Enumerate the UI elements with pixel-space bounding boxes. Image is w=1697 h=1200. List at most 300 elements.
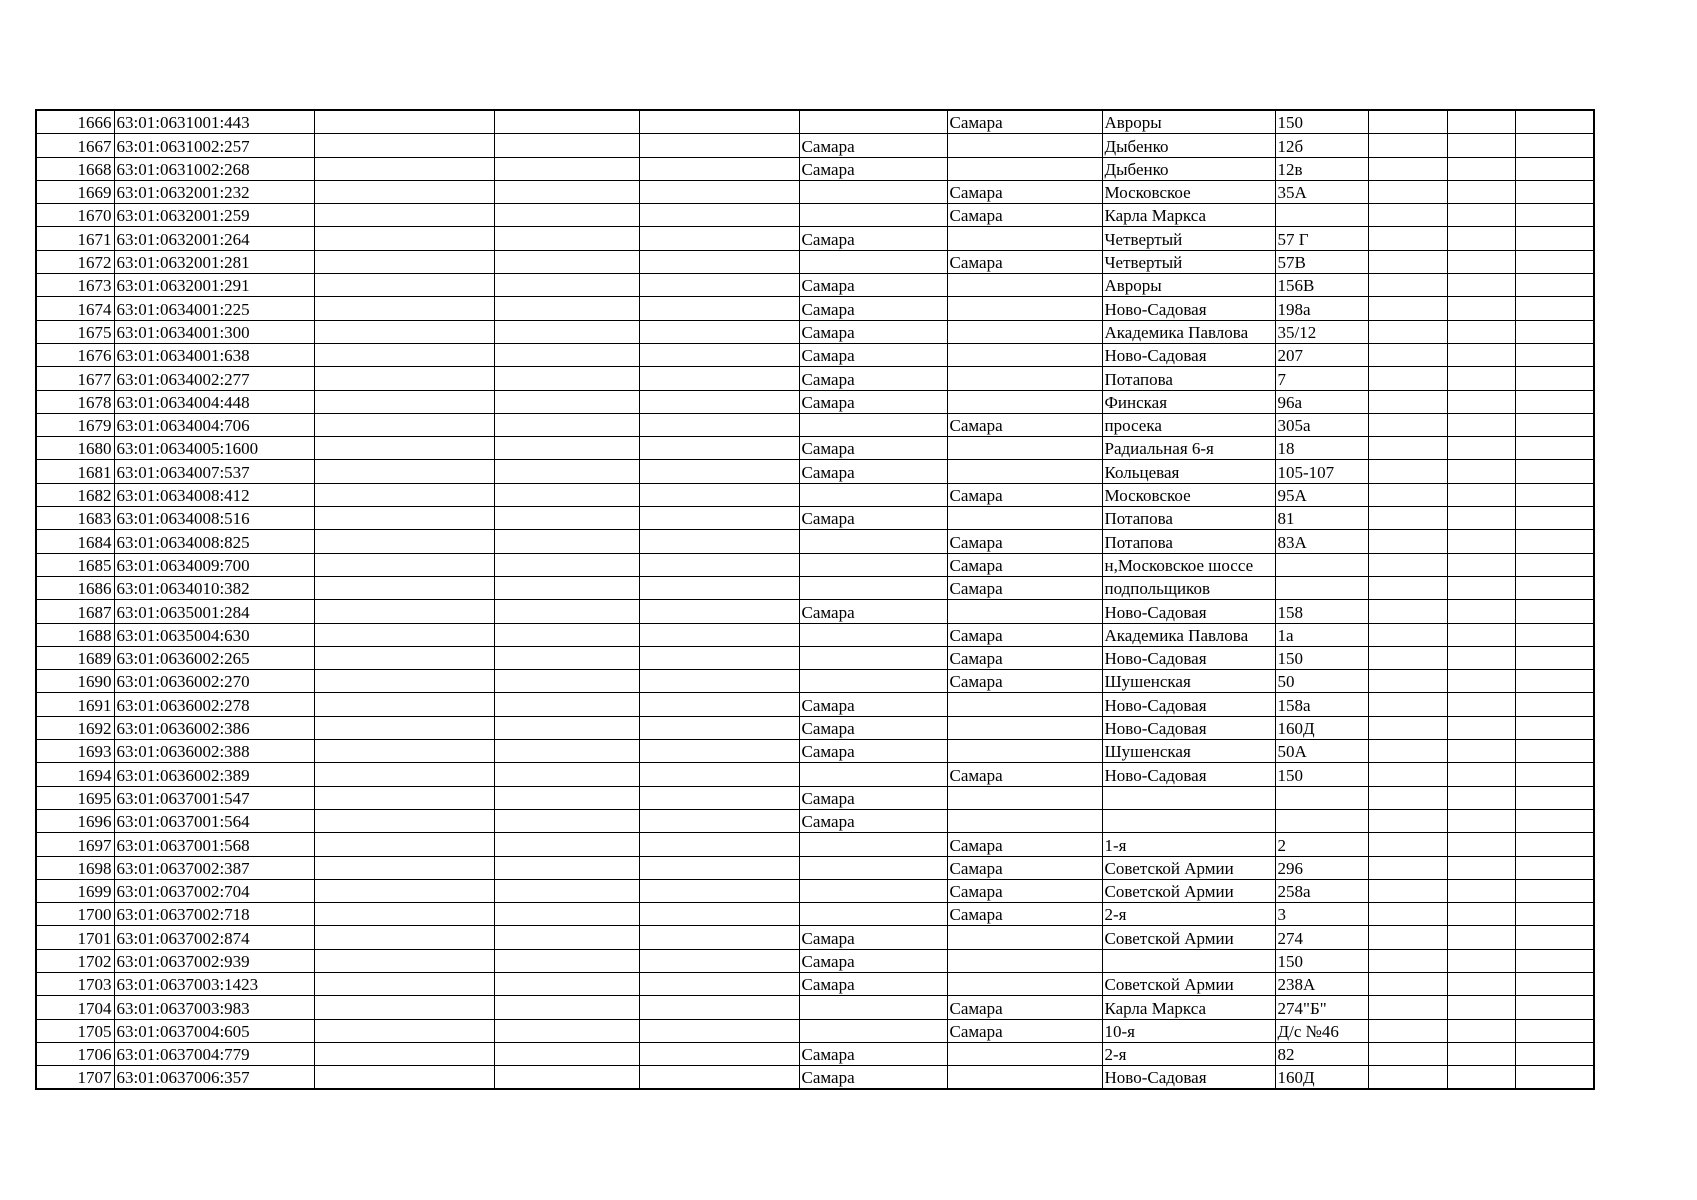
cadastral-number: 63:01:0634001:300 <box>114 320 314 343</box>
empty-cell <box>1447 367 1515 390</box>
street-cell: Финская <box>1102 390 1275 413</box>
empty-cell <box>639 1019 799 1042</box>
empty-cell <box>494 134 639 157</box>
empty-cell <box>1515 576 1594 599</box>
empty-cell <box>1368 367 1447 390</box>
empty-cell <box>1515 879 1594 902</box>
empty-cell <box>639 670 799 693</box>
empty-cell <box>494 693 639 716</box>
row-number: 1707 <box>36 1066 114 1090</box>
cadastral-number: 63:01:0636002:388 <box>114 740 314 763</box>
cadastral-number: 63:01:0637002:939 <box>114 949 314 972</box>
empty-cell <box>1368 110 1447 134</box>
table-row <box>36 833 1594 856</box>
cadastral-number: 63:01:0634009:700 <box>114 553 314 576</box>
street-cell <box>1102 949 1275 972</box>
empty-cell <box>314 716 494 739</box>
empty-cell <box>494 879 639 902</box>
empty-cell <box>639 157 799 180</box>
locality-cell: Самара <box>947 763 1102 786</box>
empty-cell <box>494 833 639 856</box>
city-cell <box>799 856 947 879</box>
street-cell: 2-я <box>1102 903 1275 926</box>
empty-cell <box>1447 856 1515 879</box>
house-number: Д/с №46 <box>1275 1019 1368 1042</box>
empty-cell <box>639 833 799 856</box>
house-number: 12в <box>1275 157 1368 180</box>
city-cell: Самара <box>799 134 947 157</box>
cadastral-number: 63:01:0637003:1423 <box>114 972 314 995</box>
city-cell <box>799 413 947 436</box>
empty-cell <box>639 297 799 320</box>
row-number: 1669 <box>36 180 114 203</box>
empty-cell <box>1515 110 1594 134</box>
house-number <box>1275 576 1368 599</box>
row-number: 1701 <box>36 926 114 949</box>
empty-cell <box>1447 413 1515 436</box>
empty-cell <box>314 507 494 530</box>
empty-cell <box>639 996 799 1019</box>
house-number: 156В <box>1275 274 1368 297</box>
empty-cell <box>314 996 494 1019</box>
empty-cell <box>1515 204 1594 227</box>
empty-cell <box>314 600 494 623</box>
empty-cell <box>1447 833 1515 856</box>
house-number: 305а <box>1275 413 1368 436</box>
empty-cell <box>494 297 639 320</box>
empty-cell <box>1447 646 1515 669</box>
empty-cell <box>1515 716 1594 739</box>
empty-cell <box>1515 646 1594 669</box>
city-cell <box>799 250 947 273</box>
locality-cell: Самара <box>947 646 1102 669</box>
empty-cell <box>494 274 639 297</box>
house-number: 274"Б" <box>1275 996 1368 1019</box>
empty-cell <box>1515 693 1594 716</box>
empty-cell <box>1447 250 1515 273</box>
cadastral-number: 63:01:0634005:1600 <box>114 437 314 460</box>
empty-cell <box>1515 926 1594 949</box>
city-cell <box>799 483 947 506</box>
empty-cell <box>1447 740 1515 763</box>
empty-cell <box>639 623 799 646</box>
empty-cell <box>1447 786 1515 809</box>
city-cell <box>799 1019 947 1042</box>
table-row <box>36 343 1594 366</box>
empty-cell <box>1368 460 1447 483</box>
table-row <box>36 716 1594 739</box>
cadastral-number: 63:01:0634001:225 <box>114 297 314 320</box>
empty-cell <box>314 460 494 483</box>
city-cell <box>799 623 947 646</box>
row-number: 1689 <box>36 646 114 669</box>
house-number: 12б <box>1275 134 1368 157</box>
table-row <box>36 437 1594 460</box>
row-number: 1699 <box>36 879 114 902</box>
table-row <box>36 320 1594 343</box>
empty-cell <box>314 320 494 343</box>
empty-cell <box>639 227 799 250</box>
house-number: 2 <box>1275 833 1368 856</box>
empty-cell <box>314 180 494 203</box>
house-number: 258а <box>1275 879 1368 902</box>
street-cell: Радиальная 6-я <box>1102 437 1275 460</box>
table-row <box>36 763 1594 786</box>
empty-cell <box>1368 180 1447 203</box>
cadastral-number: 63:01:0637004:605 <box>114 1019 314 1042</box>
street-cell <box>1102 786 1275 809</box>
row-number: 1704 <box>36 996 114 1019</box>
row-number: 1685 <box>36 553 114 576</box>
city-cell <box>799 553 947 576</box>
street-cell: Советской Армии <box>1102 926 1275 949</box>
locality-cell <box>947 437 1102 460</box>
street-cell: Ново-Садовая <box>1102 693 1275 716</box>
street-cell: 1-я <box>1102 833 1275 856</box>
row-number: 1675 <box>36 320 114 343</box>
empty-cell <box>314 646 494 669</box>
empty-cell <box>639 740 799 763</box>
empty-cell <box>639 553 799 576</box>
empty-cell <box>1447 763 1515 786</box>
row-number: 1691 <box>36 693 114 716</box>
row-number: 1677 <box>36 367 114 390</box>
table-row <box>36 250 1594 273</box>
table-row <box>36 507 1594 530</box>
locality-cell <box>947 926 1102 949</box>
empty-cell <box>1368 600 1447 623</box>
empty-cell <box>314 833 494 856</box>
empty-cell <box>314 157 494 180</box>
cadastral-number: 63:01:0637002:718 <box>114 903 314 926</box>
empty-cell <box>314 623 494 646</box>
row-number: 1674 <box>36 297 114 320</box>
row-number: 1684 <box>36 530 114 553</box>
cadastral-number: 63:01:0634010:382 <box>114 576 314 599</box>
empty-cell <box>639 1042 799 1065</box>
empty-cell <box>1368 227 1447 250</box>
empty-cell <box>1368 972 1447 995</box>
locality-cell <box>947 1042 1102 1065</box>
empty-cell <box>639 926 799 949</box>
row-number: 1676 <box>36 343 114 366</box>
city-cell: Самара <box>799 343 947 366</box>
house-number: 50А <box>1275 740 1368 763</box>
street-cell: Потапова <box>1102 367 1275 390</box>
empty-cell <box>639 600 799 623</box>
empty-cell <box>314 250 494 273</box>
house-number: 158а <box>1275 693 1368 716</box>
table-row <box>36 134 1594 157</box>
empty-cell <box>494 972 639 995</box>
table-row <box>36 693 1594 716</box>
empty-cell <box>1368 833 1447 856</box>
empty-cell <box>314 437 494 460</box>
city-cell: Самара <box>799 1042 947 1065</box>
house-number: 1а <box>1275 623 1368 646</box>
house-number: 207 <box>1275 343 1368 366</box>
row-number: 1670 <box>36 204 114 227</box>
street-cell: Ново-Садовая <box>1102 646 1275 669</box>
empty-cell <box>1447 1042 1515 1065</box>
empty-cell <box>494 856 639 879</box>
locality-cell <box>947 972 1102 995</box>
empty-cell <box>1447 972 1515 995</box>
empty-cell <box>314 274 494 297</box>
empty-cell <box>1447 693 1515 716</box>
city-cell <box>799 879 947 902</box>
street-cell: Академика Павлова <box>1102 623 1275 646</box>
cadastral-number: 63:01:0636002:278 <box>114 693 314 716</box>
street-cell: Ново-Садовая <box>1102 716 1275 739</box>
empty-cell <box>1368 879 1447 902</box>
empty-cell <box>1447 204 1515 227</box>
empty-cell <box>314 903 494 926</box>
street-cell: 10-я <box>1102 1019 1275 1042</box>
empty-cell <box>639 530 799 553</box>
street-cell: подпольщиков <box>1102 576 1275 599</box>
city-cell <box>799 763 947 786</box>
row-number: 1702 <box>36 949 114 972</box>
empty-cell <box>639 507 799 530</box>
table-row <box>36 646 1594 669</box>
locality-cell: Самара <box>947 670 1102 693</box>
city-cell: Самара <box>799 507 947 530</box>
locality-cell: Самара <box>947 530 1102 553</box>
table-row <box>36 367 1594 390</box>
empty-cell <box>1515 274 1594 297</box>
street-cell: Четвертый <box>1102 250 1275 273</box>
empty-cell <box>1515 972 1594 995</box>
empty-cell <box>639 903 799 926</box>
empty-cell <box>494 367 639 390</box>
empty-cell <box>1368 483 1447 506</box>
empty-cell <box>1447 274 1515 297</box>
empty-cell <box>1515 413 1594 436</box>
city-cell: Самара <box>799 297 947 320</box>
house-number: 105-107 <box>1275 460 1368 483</box>
locality-cell <box>947 1066 1102 1090</box>
house-number: 18 <box>1275 437 1368 460</box>
empty-cell <box>1515 903 1594 926</box>
cadastral-number: 63:01:0637006:357 <box>114 1066 314 1090</box>
table-row <box>36 623 1594 646</box>
empty-cell <box>1515 227 1594 250</box>
table-row <box>36 530 1594 553</box>
city-cell: Самара <box>799 693 947 716</box>
empty-cell <box>1447 600 1515 623</box>
cadastral-number: 63:01:0632001:264 <box>114 227 314 250</box>
street-cell: Дыбенко <box>1102 157 1275 180</box>
empty-cell <box>494 949 639 972</box>
empty-cell <box>314 740 494 763</box>
empty-cell <box>494 553 639 576</box>
empty-cell <box>1515 996 1594 1019</box>
row-number: 1668 <box>36 157 114 180</box>
row-number: 1696 <box>36 809 114 832</box>
street-cell: Авроры <box>1102 274 1275 297</box>
empty-cell <box>1368 740 1447 763</box>
empty-cell <box>639 972 799 995</box>
row-number: 1690 <box>36 670 114 693</box>
locality-cell: Самара <box>947 1019 1102 1042</box>
city-cell <box>799 646 947 669</box>
empty-cell <box>494 110 639 134</box>
table-row <box>36 110 1594 134</box>
street-cell: Советской Армии <box>1102 972 1275 995</box>
table-row <box>36 413 1594 436</box>
empty-cell <box>639 134 799 157</box>
cadastral-number: 63:01:0632001:232 <box>114 180 314 203</box>
cadastral-number: 63:01:0632001:281 <box>114 250 314 273</box>
street-cell: Советской Армии <box>1102 856 1275 879</box>
empty-cell <box>1368 413 1447 436</box>
empty-cell <box>1515 320 1594 343</box>
empty-cell <box>1515 670 1594 693</box>
empty-cell <box>1368 693 1447 716</box>
table-row <box>36 972 1594 995</box>
row-number: 1706 <box>36 1042 114 1065</box>
cadastral-number: 63:01:0636002:265 <box>114 646 314 669</box>
empty-cell <box>494 250 639 273</box>
locality-cell <box>947 740 1102 763</box>
street-cell: Московское <box>1102 180 1275 203</box>
empty-cell <box>639 367 799 390</box>
empty-cell <box>494 716 639 739</box>
empty-cell <box>1368 437 1447 460</box>
empty-cell <box>639 204 799 227</box>
empty-cell <box>1447 576 1515 599</box>
row-number: 1686 <box>36 576 114 599</box>
empty-cell <box>639 413 799 436</box>
empty-cell <box>314 483 494 506</box>
street-cell: Четвертый <box>1102 227 1275 250</box>
empty-cell <box>1447 553 1515 576</box>
city-cell: Самара <box>799 926 947 949</box>
city-cell: Самара <box>799 600 947 623</box>
empty-cell <box>1515 833 1594 856</box>
empty-cell <box>1515 180 1594 203</box>
locality-cell: Самара <box>947 483 1102 506</box>
locality-cell: Самара <box>947 576 1102 599</box>
city-cell: Самара <box>799 157 947 180</box>
house-number: 57 Г <box>1275 227 1368 250</box>
locality-cell <box>947 693 1102 716</box>
empty-cell <box>1447 157 1515 180</box>
row-number: 1683 <box>36 507 114 530</box>
city-cell: Самара <box>799 460 947 483</box>
cadastral-number: 63:01:0634008:516 <box>114 507 314 530</box>
locality-cell: Самара <box>947 623 1102 646</box>
row-number: 1698 <box>36 856 114 879</box>
table-row <box>36 996 1594 1019</box>
cadastral-number: 63:01:0631002:268 <box>114 157 314 180</box>
empty-cell <box>1447 320 1515 343</box>
row-number: 1681 <box>36 460 114 483</box>
empty-cell <box>314 949 494 972</box>
empty-cell <box>639 343 799 366</box>
locality-cell <box>947 716 1102 739</box>
city-cell: Самара <box>799 227 947 250</box>
empty-cell <box>1447 437 1515 460</box>
empty-cell <box>494 646 639 669</box>
empty-cell <box>314 693 494 716</box>
street-cell: Потапова <box>1102 530 1275 553</box>
empty-cell <box>314 343 494 366</box>
empty-cell <box>1515 553 1594 576</box>
locality-cell: Самара <box>947 856 1102 879</box>
locality-cell <box>947 507 1102 530</box>
street-cell: Ново-Садовая <box>1102 600 1275 623</box>
table-row <box>36 204 1594 227</box>
empty-cell <box>494 600 639 623</box>
empty-cell <box>1515 390 1594 413</box>
cadastral-number: 63:01:0637002:387 <box>114 856 314 879</box>
city-cell <box>799 530 947 553</box>
empty-cell <box>314 786 494 809</box>
table-row <box>36 670 1594 693</box>
empty-cell <box>494 623 639 646</box>
table-row <box>36 390 1594 413</box>
empty-cell <box>494 809 639 832</box>
empty-cell <box>1368 530 1447 553</box>
document-page <box>35 109 1595 1090</box>
empty-cell <box>494 903 639 926</box>
locality-cell: Самара <box>947 180 1102 203</box>
house-number: 81 <box>1275 507 1368 530</box>
empty-cell <box>1515 1042 1594 1065</box>
row-number: 1671 <box>36 227 114 250</box>
empty-cell <box>1515 460 1594 483</box>
empty-cell <box>1515 250 1594 273</box>
city-cell: Самара <box>799 367 947 390</box>
empty-cell <box>494 926 639 949</box>
empty-cell <box>639 1066 799 1090</box>
empty-cell <box>1447 134 1515 157</box>
empty-cell <box>314 297 494 320</box>
row-number: 1705 <box>36 1019 114 1042</box>
table-row <box>36 786 1594 809</box>
empty-cell <box>1447 343 1515 366</box>
empty-cell <box>1447 926 1515 949</box>
empty-cell <box>494 1066 639 1090</box>
empty-cell <box>639 879 799 902</box>
locality-cell: Самара <box>947 204 1102 227</box>
empty-cell <box>1515 809 1594 832</box>
empty-cell <box>1515 763 1594 786</box>
empty-cell <box>494 1019 639 1042</box>
empty-cell <box>314 553 494 576</box>
cadastral-number: 63:01:0637002:704 <box>114 879 314 902</box>
empty-cell <box>314 227 494 250</box>
empty-cell <box>1368 507 1447 530</box>
empty-cell <box>314 576 494 599</box>
table-row <box>36 227 1594 250</box>
empty-cell <box>1368 903 1447 926</box>
table-row <box>36 740 1594 763</box>
empty-cell <box>1447 996 1515 1019</box>
table-row <box>36 926 1594 949</box>
city-cell <box>799 670 947 693</box>
street-cell: Шушенская <box>1102 670 1275 693</box>
cadastral-number: 63:01:0634008:412 <box>114 483 314 506</box>
house-number: 160Д <box>1275 1066 1368 1090</box>
empty-cell <box>314 530 494 553</box>
street-cell: Ново-Садовая <box>1102 1066 1275 1090</box>
street-cell: Ново-Садовая <box>1102 343 1275 366</box>
locality-cell <box>947 390 1102 413</box>
empty-cell <box>1368 996 1447 1019</box>
